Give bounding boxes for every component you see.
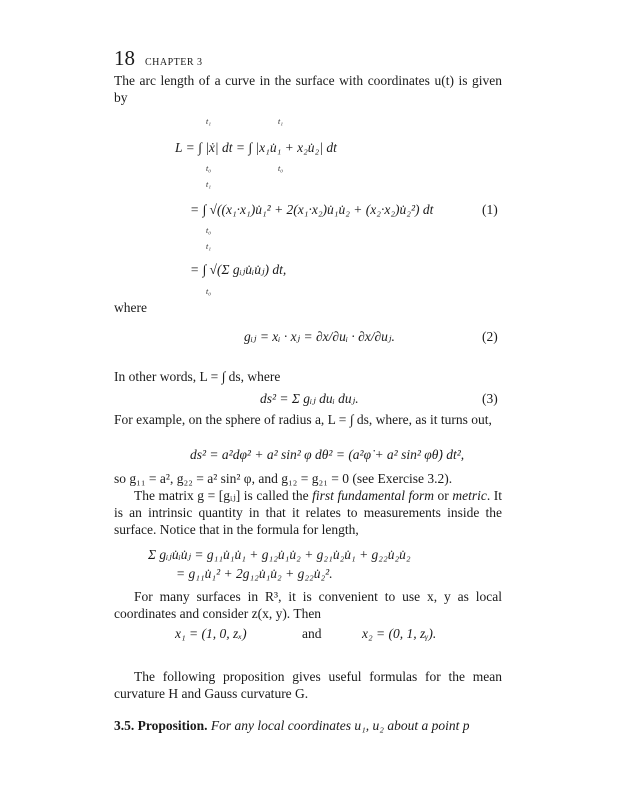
equation-4: ds² = a²dφ² + a² sin² φ dθ² = (a²φ̇ + a² sin² φθ̇) dt², [190, 447, 465, 462]
where-label: where [114, 300, 147, 315]
upper-limit: t₁ [206, 180, 212, 189]
so-line: so g₁₁ = a², g₂₂ = a² sin² φ, and g₁₂ = g₂₁ = 0 (see Exercise 3.2). [114, 471, 453, 486]
lower-limit: t₀ [206, 164, 212, 173]
equation-number-2: (2) [482, 329, 498, 344]
proposition-text: For any local coordinates u₁, u₂ about a point p [210, 718, 470, 733]
upper-limit: t₁ [206, 242, 212, 251]
proposition-paragraph [114, 717, 502, 734]
lower-limit: t₀ [278, 164, 284, 173]
upper-limit: t₁ [206, 117, 212, 126]
equation-5-line-1: Σ gᵢⱼu̇ᵢu̇ⱼ = g₁₁u̇₁u̇₁ + g₁₂u̇₁u̇₂ + g₂₁u̇₂u̇₁ + g₂₂u̇₂u̇₂ [148, 547, 411, 562]
equation-6-right: x₂ = (0, 1, zᵧ). [362, 626, 437, 641]
equation-1-line-2: = ∫ √((x₁·x₁)u̇₁² + 2(x₁·x₂)u̇₁u̇₂ + (x₂·x₂)u̇₂²) dt [190, 202, 434, 217]
matrix-pre: The matrix g = [gᵢⱼ] is called the [134, 488, 313, 503]
lower-limit: t₀ [206, 226, 212, 235]
example-paragraph: For example, on the sphere of radius a, L = ∫ ds, where, as it turns out, [114, 412, 492, 427]
matrix-paragraph [114, 487, 502, 538]
equation-6-and: and [302, 626, 322, 641]
page-header [114, 46, 203, 71]
surfaces-paragraph: For many surfaces in R³, it is convenient to use x, y as local coordinates and consider z(x, y). Then [114, 589, 502, 621]
equation-5-line-2: = g₁₁u̇₁² + 2g₁₂u̇₁u̇₂ + g₂₂u̇₂². [176, 566, 333, 581]
metric-term: metric [452, 488, 487, 503]
matrix-post: . It is an intrinsic quantity in that it relates to measurements inside the surface. Notice that in the formula for length, [114, 488, 502, 537]
equation-1-line-3: = ∫ √(Σ gᵢⱼu̇ᵢu̇ⱼ) dt, [190, 262, 287, 277]
equation-3: ds² = Σ gᵢⱼ duᵢ duⱼ. [260, 391, 359, 406]
following-paragraph: The following proposition gives useful formulas for the mean curvature H and Gauss curvature G. [114, 669, 502, 701]
page-number: 18 [114, 46, 135, 70]
proposition-label: 3.5. Proposition. [114, 718, 208, 733]
lower-limit: t₀ [206, 287, 212, 296]
equation-1-line-1: L = ∫ |ẋ| dt = ∫ |x₁u̇₁ + x₂u̇₂| dt [175, 140, 337, 155]
first-fundamental-form-term: first fundamental form [312, 488, 434, 503]
intro-paragraph: The arc length of a curve in the surface with coordinates u(t) is given by [114, 73, 502, 105]
equation-6-left: x₁ = (1, 0, zₓ) [175, 626, 247, 641]
upper-limit: t₁ [278, 117, 284, 126]
equation-number-3: (3) [482, 391, 498, 406]
other-words-line: In other words, L = ∫ ds, where [114, 369, 281, 384]
matrix-mid: or [434, 488, 453, 503]
chapter-label: CHAPTER 3 [145, 57, 203, 68]
equation-number-1: (1) [482, 202, 498, 217]
equation-2: gᵢⱼ = xᵢ · xⱼ = ∂x/∂uᵢ · ∂x/∂uⱼ. [244, 329, 395, 344]
